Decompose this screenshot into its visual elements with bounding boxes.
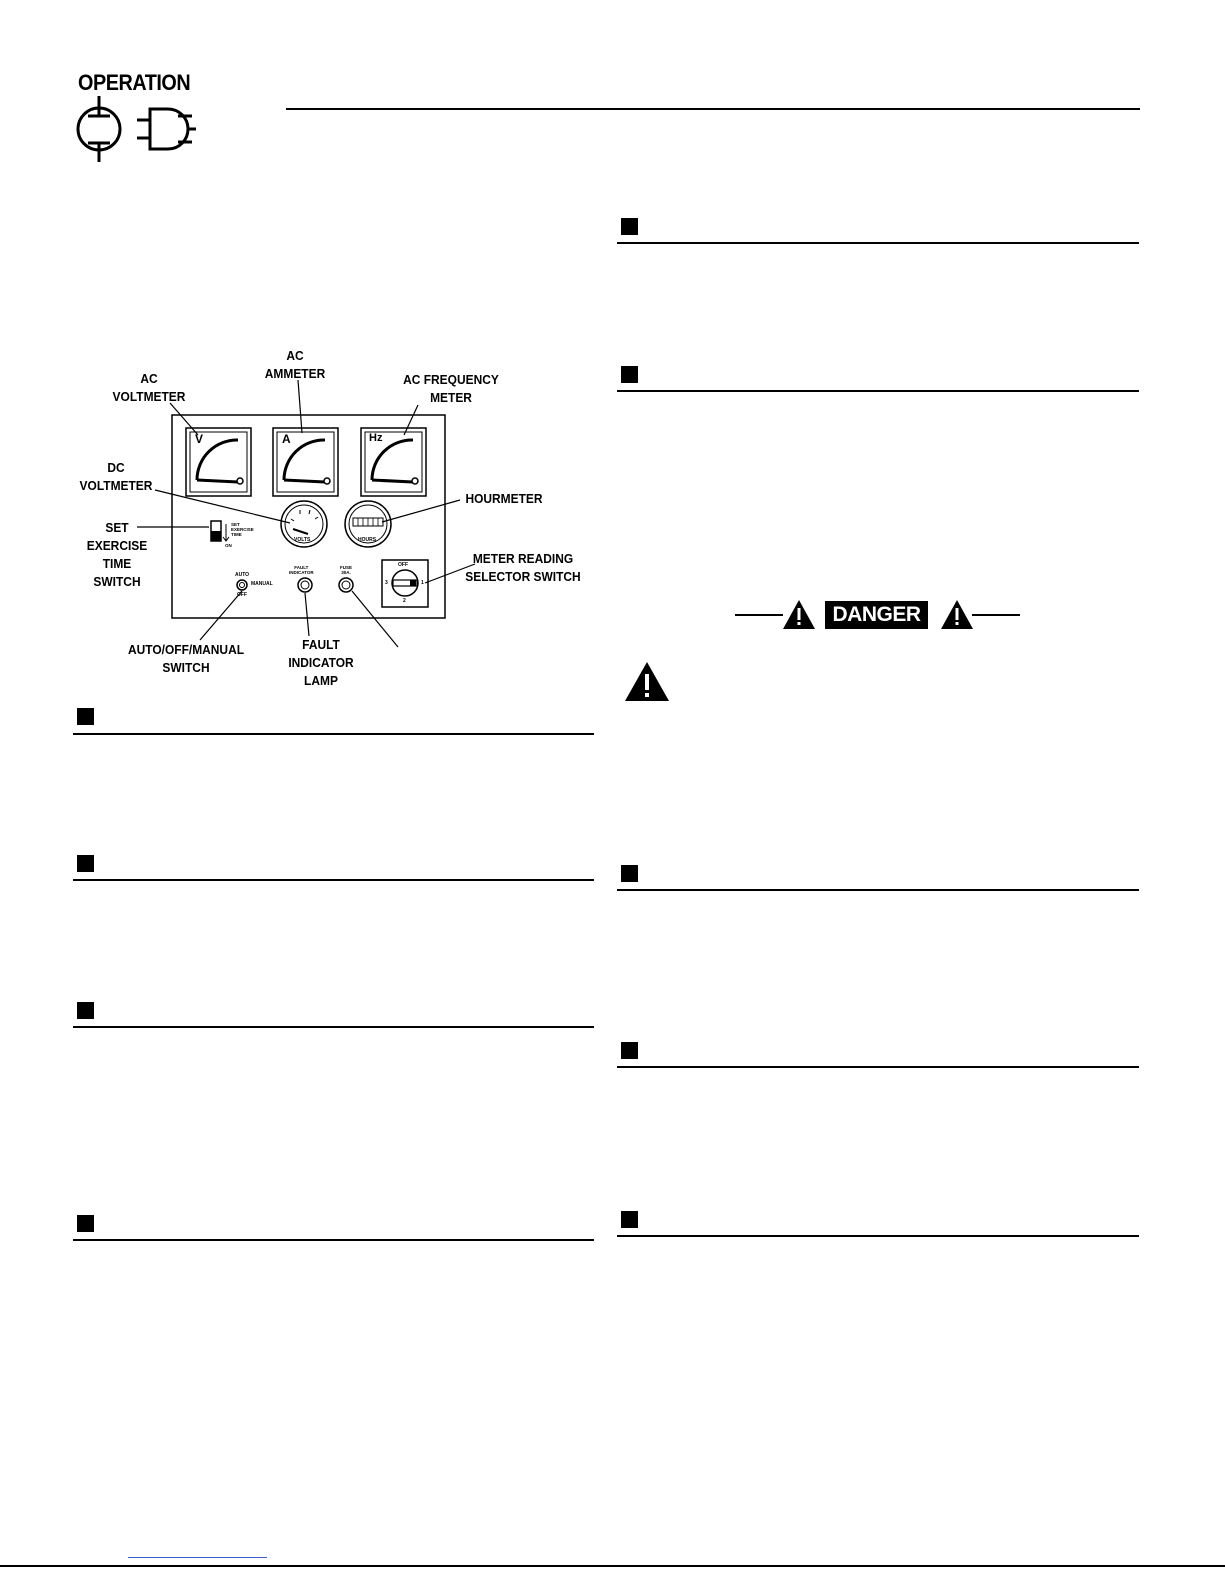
warning-triangle-icon [940, 599, 974, 630]
selector-3-label: 3 [385, 580, 388, 586]
meter-reading-selector-switch-label: METER READING SELECTOR SWITCH [465, 551, 581, 584]
section-marker [77, 1215, 94, 1232]
danger-rule-right [972, 614, 1020, 616]
auto-label: AUTO [235, 572, 250, 578]
section-rule [617, 1066, 1139, 1068]
hourmeter-label: HOURMETER [465, 491, 543, 506]
fault-indicator-lamp-label: FAULT INDICATOR LAMP [288, 637, 354, 688]
section-rule [617, 242, 1139, 244]
section-rule [73, 879, 594, 881]
auto-off-manual-switch-label: AUTO/OFF/MANUAL SWITCH [127, 642, 245, 675]
section-rule [73, 1239, 594, 1241]
selector-1-label: 1 [421, 580, 424, 586]
section-marker [77, 855, 94, 872]
section-rule [617, 390, 1139, 392]
warning-triangle-icon [782, 599, 816, 630]
section-marker [621, 865, 638, 882]
hours-label: HOURS [358, 537, 377, 543]
manual-label: MANUAL [251, 581, 273, 587]
section-marker [77, 708, 94, 725]
section-rule [617, 889, 1139, 891]
amp-meter-letter: A [282, 432, 291, 446]
danger-rule-left [735, 614, 783, 616]
section-marker [621, 1042, 638, 1059]
warning-triangle-icon [624, 661, 670, 702]
set-exercise-time-switch-label: SET EXERCISE TIME SWITCH [86, 520, 148, 589]
footer-link-underline[interactable] [128, 1557, 267, 1558]
selector-2-label: 2 [403, 598, 406, 604]
danger-label: DANGER [825, 601, 928, 629]
section-marker [621, 366, 638, 383]
set-exercise-time-label: SET EXERCISE TIME [231, 522, 254, 537]
fuse-label: FUSE 30A. [340, 565, 353, 575]
on-label: ON [225, 543, 232, 548]
off-label: OFF [237, 592, 247, 598]
freq-meter-letter: Hz [369, 432, 383, 444]
dc-voltmeter-label: DC VOLTMETER [79, 460, 153, 493]
footer-rule [0, 1565, 1225, 1567]
fault-indicator-label: FAULT INDICATOR [289, 565, 314, 575]
volt-meter-letter: V [195, 432, 204, 446]
section-rule [617, 1235, 1139, 1237]
ac-voltmeter-label: AC VOLTMETER [112, 371, 186, 404]
section-title: OPERATION [78, 70, 191, 95]
section-marker [77, 1002, 94, 1019]
section-rule [73, 1026, 594, 1028]
control-panel-figure [0, 0, 600, 700]
ac-frequency-meter-label: AC FREQUENCY METER [403, 372, 499, 405]
selector-off-label: OFF [398, 562, 408, 568]
section-marker [621, 218, 638, 235]
section-rule [73, 733, 594, 735]
section-marker [621, 1211, 638, 1228]
volts-label: VOLTS [294, 537, 311, 543]
ac-ammeter-label: AC AMMETER [264, 348, 326, 381]
